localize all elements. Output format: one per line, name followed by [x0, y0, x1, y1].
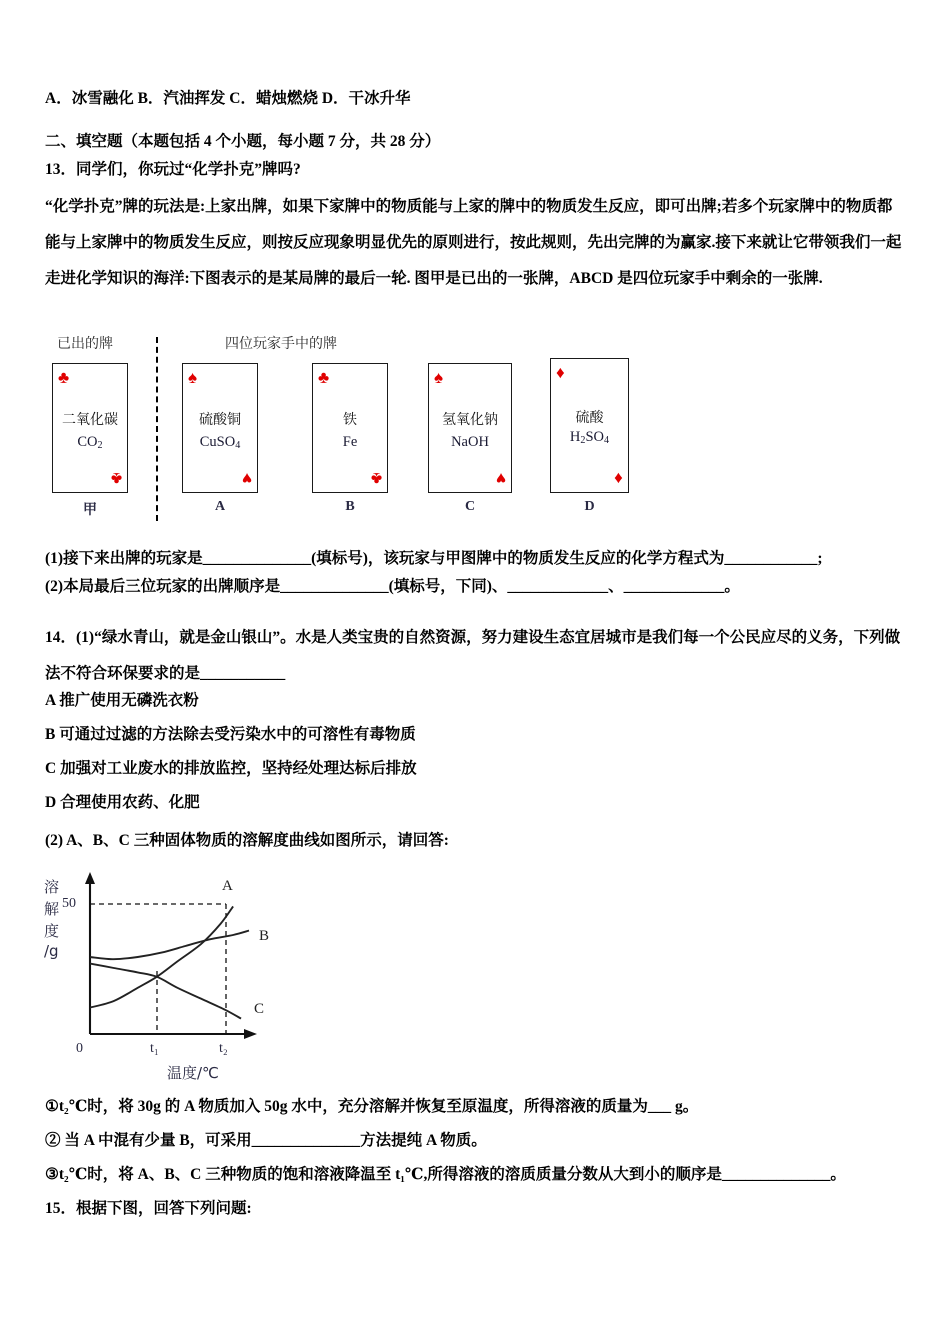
q14-item-1: ①t₂℃时，将 30g 的 A 物质加入 50g 水中，充分溶解并恢复至原温度，所得溶液的质量为___ g。 [45, 1098, 699, 1115]
card-b-name: 铁 [343, 412, 357, 428]
x-axis-arrow [244, 1029, 257, 1039]
heart-icon: ♥ [241, 469, 252, 488]
ylabel-char-3: 度 [44, 922, 60, 940]
q14-sub2-prompt: (2) A、B、C 三种固体物质的溶解度曲线如图所示，请回答: [45, 832, 449, 849]
q14-option-c: C 加强对工业废水的排放监控，坚持经处理达标后排放 [45, 760, 417, 777]
chart-axes [90, 880, 249, 1034]
card-d-caption: D [584, 499, 595, 514]
figure-heading-played-card: 已出的牌 [57, 336, 113, 352]
q14-item-3: ③t₂℃时，将 A、B、C 三种物质的饱和溶液降温至 t₁℃,所得溶液的溶质质量分数从大到小的顺序是______________。 [45, 1166, 846, 1183]
card-d-formula: $H_2SO_4$ [569, 429, 610, 447]
card-jia [52, 363, 128, 493]
card-d [550, 358, 629, 493]
ylabel-char-1: 溶 [44, 878, 60, 896]
figure-heading-players-cards: 四位玩家手中的牌 [225, 336, 337, 352]
card-a-caption: A [214, 499, 226, 514]
club-icon: ♣ [370, 469, 382, 488]
card-b-formula: Fe [342, 434, 358, 450]
curve-label-a: A [222, 878, 233, 894]
card-a-formula: CuSO$_4$ [199, 434, 241, 452]
q13-intro: 13．同学们，你玩过“化学扑克”牌吗? [45, 161, 301, 178]
ytick-50: 50 [62, 896, 76, 911]
ylabel-char-4: /g [44, 942, 59, 960]
diamond-icon: ♦ [556, 363, 565, 382]
q13-rules-paragraph: “化学扑克”牌的玩法是:上家出牌，如果下家牌中的物质能与上家的牌中的物质发生反应，即可出牌;若多个玩家牌中的物质都能与上家牌中的物质发生反应，则按反应现象明显优先的原则进行，按此规则，先出完牌的为赢家.接下来就让它带领我们一起走进化学知识的海洋:下图表示的是某局牌的最后一轮. 图甲是已出的一张牌，ABCD 是四位玩家手中剩余的一张牌. [45, 198, 902, 287]
xtick-t1: t₁ [150, 1041, 159, 1056]
card-jia-name: 二氧化碳 [62, 412, 118, 428]
chart-plot-area [44, 866, 334, 1081]
heart-icon: ♥ [495, 469, 506, 488]
card-jia-caption: 甲 [83, 503, 97, 518]
figure-divider [156, 337, 158, 521]
diamond-icon: ♦ [614, 469, 623, 488]
club-icon: ♣ [110, 469, 122, 488]
curve-label-c: C [254, 1001, 265, 1017]
card-jia-formula: $CO_2$ [77, 434, 103, 452]
card-c-name: 氢氧化钠 [442, 412, 498, 428]
card-b-caption: B [345, 499, 355, 514]
q14-option-d: D 合理使用农药、化肥 [45, 794, 200, 811]
curve-label-b: B [259, 928, 270, 944]
playing-cards-figure [45, 333, 665, 533]
xtick-t2: t₂ [219, 1041, 228, 1056]
card-c-formula: NaOH [451, 434, 489, 450]
club-icon: ♣ [58, 368, 70, 387]
spade-icon: ♠ [434, 368, 444, 387]
card-b [312, 363, 388, 493]
chart-series [90, 906, 249, 1018]
q13-sub1: (1)接下来出牌的玩家是______________(填标号)，该玩家与甲图牌中的物质发生反应的化学方程式为____________; [45, 550, 823, 567]
card-c-caption: C [464, 499, 476, 514]
card-a [182, 363, 258, 493]
card-c [428, 363, 512, 493]
curve-a-path [90, 906, 233, 1007]
chart-guides [90, 904, 226, 1034]
y-axis-arrow [85, 872, 95, 884]
q12-options-line: A．冰雪融化 B．汽油挥发 C．蜡烛燃烧 D．干冰升华 [45, 90, 411, 107]
section-header-fill-in-blank: 二、填空题（本题包括 4 个小题，每小题 7 分，共 28 分） [45, 133, 441, 150]
ylabel-char-2: 解 [44, 900, 60, 918]
club-icon: ♣ [318, 368, 330, 387]
curve-b-path [90, 931, 249, 960]
spade-icon: ♠ [188, 368, 198, 387]
q14-option-b: B 可通过过滤的方法除去受污染水中的可溶性有毒物质 [45, 726, 416, 743]
xaxis-label: 温度/℃ [167, 1064, 219, 1082]
card-a-name: 硫酸铜 [199, 412, 241, 428]
q13-sub2: (2)本局最后三位玩家的出牌顺序是______________(填标号，下同)、_____________、_____________。 [45, 578, 740, 595]
q15-text: 15．根据下图，回答下列问题: [45, 1200, 252, 1217]
q14-intro: 14．(1)“绿水青山，就是金山银山”。水是人类宝贵的自然资源，努力建设生态宜居城市是我们每一个公民应尽的义务，下列做法不符合环保要求的是___________ [45, 629, 901, 682]
card-d-name: 硫酸 [575, 410, 604, 426]
q14-option-a: A 推广使用无磷洗衣粉 [45, 692, 199, 709]
xtick-0: 0 [76, 1041, 83, 1056]
q14-item-2: ② 当 A 中混有少量 B，可采用______________方法提纯 A 物质。 [45, 1132, 487, 1149]
solubility-curve-chart [44, 866, 334, 1081]
curve-c-path [90, 964, 241, 1019]
